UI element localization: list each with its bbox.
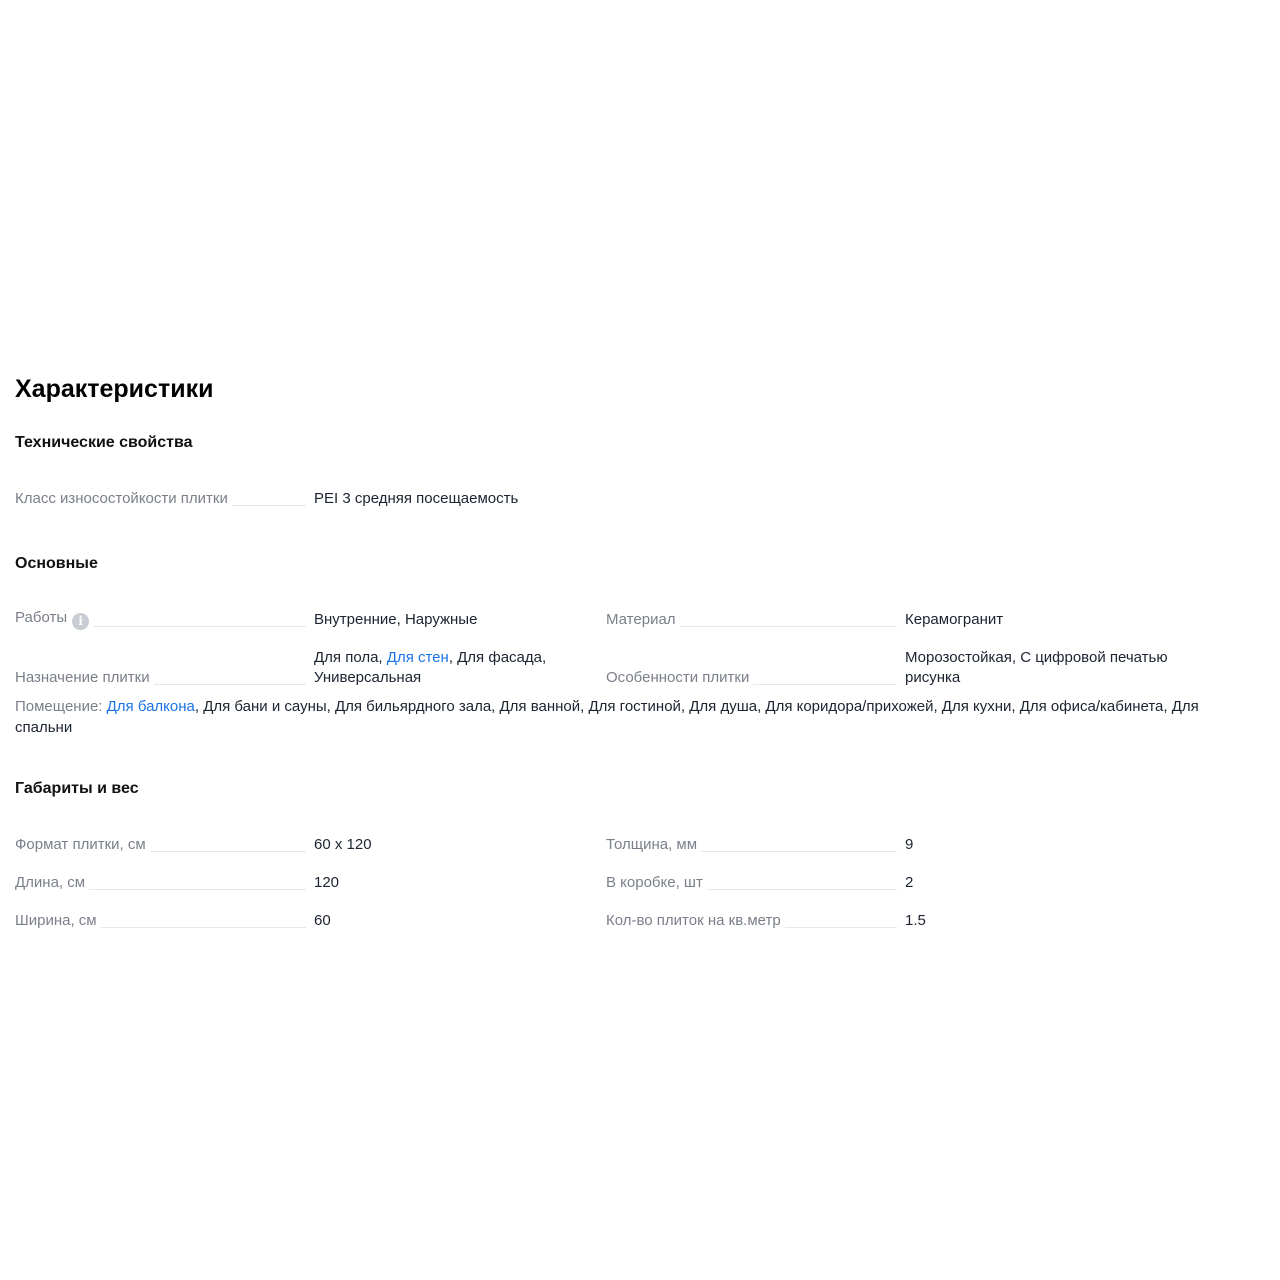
spec-row-length-box bbox=[15, 855, 1215, 893]
page-title: Характеристики bbox=[15, 375, 214, 403]
spec-label-material: Материал bbox=[606, 592, 905, 630]
spec-premises bbox=[15, 696, 1205, 738]
spec-value-purpose: Для пола, Для стен, Для фасада, Универсальная bbox=[314, 649, 547, 686]
spec-label: Толщина, мм bbox=[606, 817, 905, 855]
info-icon[interactable]: i bbox=[72, 613, 89, 630]
spec-row-format-thickness bbox=[15, 817, 1215, 855]
link-for-walls[interactable]: Для стен bbox=[386, 649, 449, 666]
specifications-panel bbox=[15, 372, 1215, 931]
spec-value-material: Керамогранит bbox=[905, 611, 1004, 628]
spec-label-works: Работы i bbox=[15, 592, 314, 630]
section-title-dimensions: Габариты и вес bbox=[15, 780, 139, 797]
spec-row-works-material bbox=[15, 592, 1215, 630]
section-title-technical: Технические свойства bbox=[15, 434, 193, 451]
spec-label: Формат плитки, см bbox=[15, 817, 314, 855]
spec-value: 60 х 120 bbox=[314, 836, 372, 853]
spec-value-works: Внутренние, Наружные bbox=[314, 611, 478, 628]
spec-label: Длина, см bbox=[15, 855, 314, 893]
spec-value-premises: , Для бани и сауны, Для бильярдного зала, Для ванной, Для гостиной, Для душа, Для коридора/прихожей, Для кухни, Для офиса/кабинета, Для спальни bbox=[15, 698, 1199, 736]
spec-value: 1.5 bbox=[905, 912, 926, 929]
spec-value: 120 bbox=[314, 874, 340, 891]
spec-label-premises: Помещение: bbox=[15, 698, 103, 715]
spec-value: 2 bbox=[905, 874, 914, 891]
spec-row-width-per-sqm bbox=[15, 893, 1215, 931]
spec-label: Класс износостойкости плитки bbox=[15, 471, 314, 509]
spec-label: В коробке, шт bbox=[606, 855, 905, 893]
spec-label: Кол-во плиток на кв.метр bbox=[606, 893, 905, 931]
spec-value: PEI 3 средняя посещаемость bbox=[314, 490, 519, 507]
section-title-main: Основные bbox=[15, 555, 98, 572]
spec-label-purpose: Назначение плитки bbox=[15, 630, 314, 688]
spec-value: 60 bbox=[314, 912, 331, 929]
link-for-balcony[interactable]: Для балкона bbox=[106, 698, 195, 715]
spec-label: Ширина, см bbox=[15, 893, 314, 931]
spec-row-purpose-features bbox=[15, 630, 1215, 688]
spec-value: 9 bbox=[905, 836, 914, 853]
spec-row-wear-class bbox=[15, 471, 1215, 509]
spec-label-features: Особенности плитки bbox=[606, 630, 905, 688]
spec-value-features: Морозостойкая, С цифровой печатью рисунка bbox=[905, 649, 1168, 686]
